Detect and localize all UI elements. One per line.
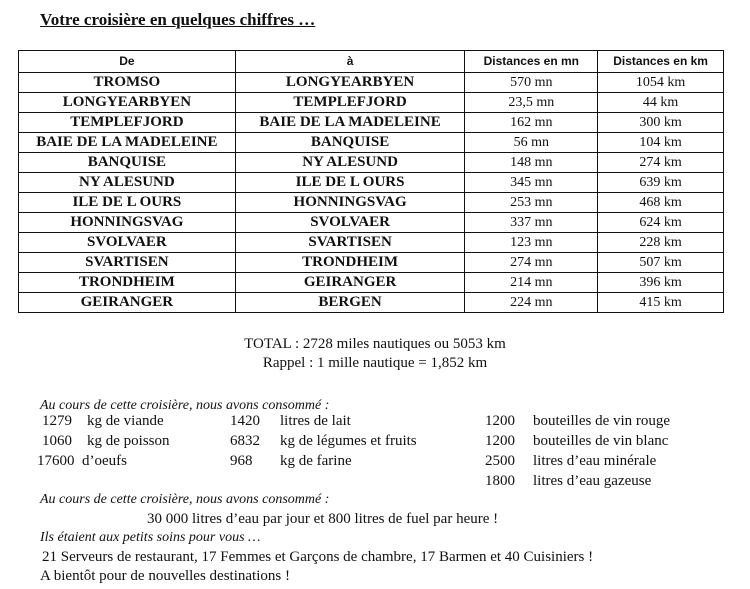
table-row [19, 133, 724, 153]
to-port: HONNINGSVAG [235, 193, 465, 213]
consumption-heading-2: Au cours de cette croisière, nous avons consommé : [40, 492, 330, 507]
distance-km: 468 km [598, 193, 724, 213]
table-body [19, 73, 724, 313]
from-port: BAIE DE LA MADELEINE [19, 133, 236, 153]
distance-km: 639 km [598, 173, 724, 193]
distance-mn: 123 mn [465, 233, 598, 253]
table-row [19, 93, 724, 113]
header-from: De [19, 51, 236, 73]
consumption-item: litres d’eau gazeuse [533, 473, 652, 489]
consumption-qty: 1279 [42, 413, 72, 429]
page-title: Votre croisière en quelques chiffres … [40, 10, 316, 29]
consumption-qty: 1800 [485, 473, 515, 489]
header-distance-km: Distances en km [598, 51, 724, 73]
distance-mn: 337 mn [465, 213, 598, 233]
consumption-qty: 17600 [37, 453, 75, 469]
table-row [19, 193, 724, 213]
distance-mn: 253 mn [465, 193, 598, 213]
table-row [19, 73, 724, 93]
consumption-item: kg de farine [280, 453, 352, 469]
distance-mn: 274 mn [465, 253, 598, 273]
header-to: à [235, 51, 465, 73]
consumption-qty: 1200 [485, 433, 515, 449]
to-port: TRONDHEIM [235, 253, 465, 273]
table-row [19, 293, 724, 313]
from-port: TRONDHEIM [19, 273, 236, 293]
table-row [19, 253, 724, 273]
nautical-mile-reminder: Rappel : 1 mille nautique = 1,852 km [262, 355, 488, 371]
to-port: NY ALESUND [235, 153, 465, 173]
distance-km: 274 km [598, 153, 724, 173]
distance-mn: 148 mn [465, 153, 598, 173]
consumption-item: d’oeufs [82, 453, 127, 469]
total-distance: TOTAL : 2728 miles nautiques ou 5053 km [244, 336, 506, 352]
distance-mn: 570 mn [465, 73, 598, 93]
to-port: ILE DE L OURS [235, 173, 465, 193]
care-heading: Ils étaient aux petits soins pour vous … [40, 530, 261, 545]
distance-table [18, 50, 724, 313]
from-port: LONGYEARBYEN [19, 93, 236, 113]
table-row [19, 173, 724, 193]
distance-mn: 162 mn [465, 113, 598, 133]
farewell-message: A bientôt pour de nouvelles destinations ! [40, 568, 290, 584]
staff-summary: 21 Serveurs de restaurant, 17 Femmes et Garçons de chambre, 17 Barmen et 40 Cuisiniers ! [42, 549, 594, 565]
to-port: BERGEN [235, 293, 465, 313]
distance-km: 624 km [598, 213, 724, 233]
distance-km: 104 km [598, 133, 724, 153]
consumption-qty: 1200 [485, 413, 515, 429]
consumption-item: litres de lait [280, 413, 351, 429]
table-row [19, 213, 724, 233]
consumption-item: litres d’eau minérale [533, 453, 657, 469]
distance-km: 415 km [598, 293, 724, 313]
table-header-row [19, 51, 724, 73]
consumption-qty: 968 [230, 453, 253, 469]
consumption-qty: 1060 [42, 433, 72, 449]
to-port: SVARTISEN [235, 233, 465, 253]
to-port: TEMPLEFJORD [235, 93, 465, 113]
to-port: SVOLVAER [235, 213, 465, 233]
to-port: BAIE DE LA MADELEINE [235, 113, 465, 133]
header-distance-mn: Distances en mn [465, 51, 598, 73]
consumption-item: bouteilles de vin rouge [533, 413, 671, 429]
consumption-qty: 6832 [230, 433, 260, 449]
distance-mn: 23,5 mn [465, 93, 598, 113]
distance-km: 228 km [598, 233, 724, 253]
consumption-item: kg de poisson [87, 433, 170, 449]
consumption-item: kg de viande [87, 413, 164, 429]
consumption-item: bouteilles de vin blanc [533, 433, 669, 449]
distance-km: 396 km [598, 273, 724, 293]
distance-mn: 214 mn [465, 273, 598, 293]
from-port: ILE DE L OURS [19, 193, 236, 213]
table-row [19, 273, 724, 293]
distance-mn: 56 mn [465, 133, 598, 153]
from-port: NY ALESUND [19, 173, 236, 193]
table-row [19, 113, 724, 133]
from-port: SVARTISEN [19, 253, 236, 273]
water-fuel-usage: 30 000 litres d’eau par jour et 800 litres de fuel par heure ! [147, 511, 499, 527]
from-port: BANQUISE [19, 153, 236, 173]
to-port: LONGYEARBYEN [235, 73, 465, 93]
to-port: BANQUISE [235, 133, 465, 153]
from-port: TEMPLEFJORD [19, 113, 236, 133]
table-row [19, 233, 724, 253]
consumption-heading: Au cours de cette croisière, nous avons consommé : [40, 398, 330, 413]
from-port: HONNINGSVAG [19, 213, 236, 233]
from-port: TROMSO [19, 73, 236, 93]
from-port: SVOLVAER [19, 233, 236, 253]
distance-km: 44 km [598, 93, 724, 113]
from-port: GEIRANGER [19, 293, 236, 313]
distance-km: 1054 km [598, 73, 724, 93]
consumption-item: kg de légumes et fruits [280, 433, 417, 449]
to-port: GEIRANGER [235, 273, 465, 293]
distance-mn: 224 mn [465, 293, 598, 313]
distance-mn: 345 mn [465, 173, 598, 193]
consumption-qty: 2500 [485, 453, 515, 469]
table-row [19, 153, 724, 173]
distance-km: 300 km [598, 113, 724, 133]
consumption-qty: 1420 [230, 413, 260, 429]
distance-km: 507 km [598, 253, 724, 273]
